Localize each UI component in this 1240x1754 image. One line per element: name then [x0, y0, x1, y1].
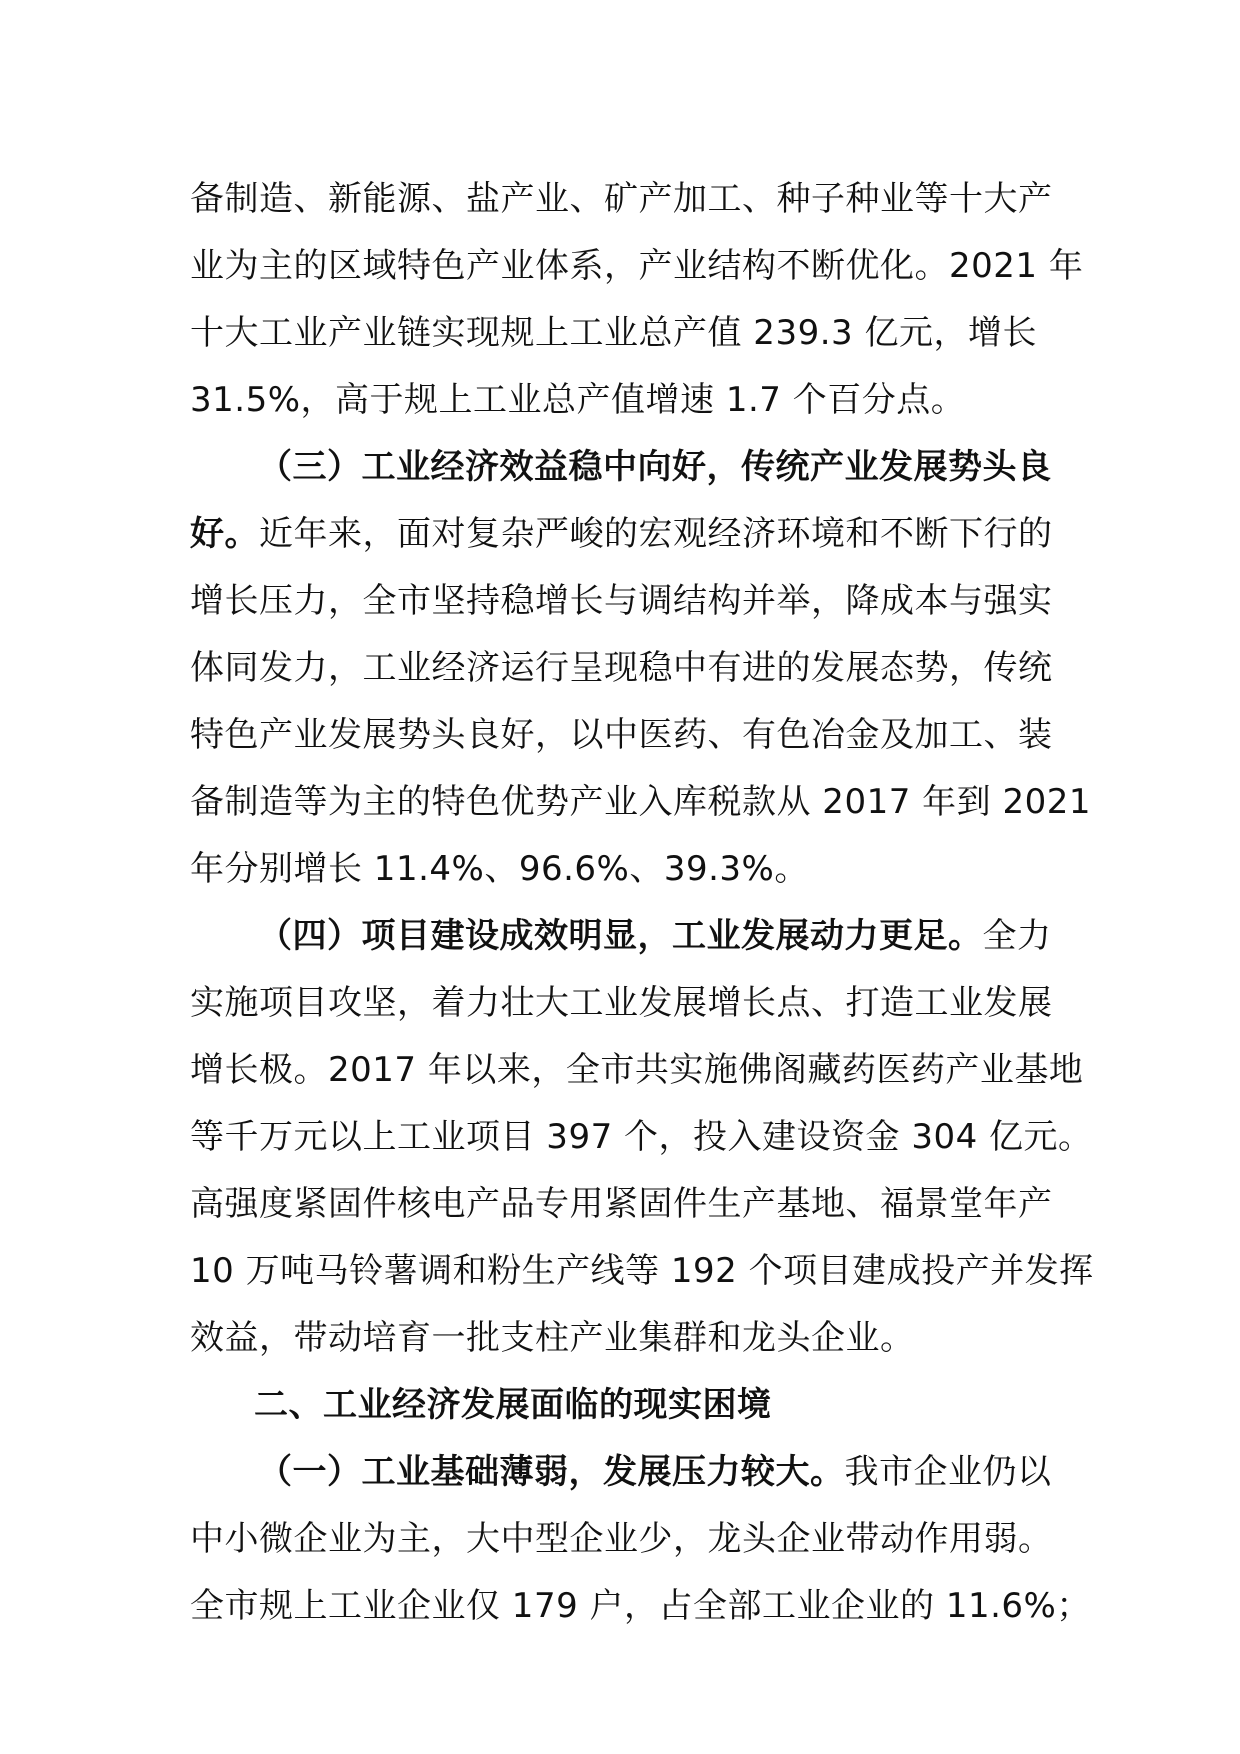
section-2-1-weak-foundation	[190, 1439, 1091, 1640]
text-run: 全力	[982, 916, 1052, 956]
text-line	[190, 1439, 1050, 1506]
text-line: 业为主的区域特色产业体系，产业结构不断优化。2021 年	[190, 246, 1084, 286]
text-line: 全市规上工业企业仅 179 户，占全部工业企业的 11.6%；	[190, 1586, 1091, 1626]
section-4-project-construction	[190, 903, 1094, 1372]
text-line: 10 万吨马铃薯调和粉生产线等 192 个项目建成投产并发挥	[190, 1251, 1094, 1291]
text-line: 增长极。2017 年以来，全市共实施佛阁藏药医药产业基地	[190, 1050, 1084, 1090]
text-line: 中小微企业为主，大中型企业少，龙头企业带动作用弱。	[190, 1519, 1053, 1559]
text-line: 高强度紧固件核电产品专用紧固件生产基地、福景堂年产	[190, 1184, 1053, 1224]
section-heading: （一）工业基础薄弱，发展压力较大。	[258, 1452, 845, 1492]
document-page	[190, 166, 1094, 1640]
text-line: 等千万元以上工业项目 397 个，投入建设资金 304 亿元。	[190, 1117, 1093, 1157]
section-heading-end: 好。	[190, 514, 259, 554]
chapter-2	[190, 1372, 1050, 1439]
text-line: 增长压力，全市坚持稳增长与调结构并举，降成本与强实	[190, 581, 1053, 621]
text-run: 我市企业仍以	[844, 1452, 1052, 1492]
section-heading: （三）工业经济效益稳中向好，传统产业发展势头良	[258, 447, 1052, 487]
text-line: 年分别增长 11.4%、96.6%、39.3%。	[190, 849, 809, 889]
text-line: 体同发力，工业经济运行呈现稳中有进的发展态势，传统	[190, 648, 1053, 688]
text-line	[190, 501, 1053, 568]
text-line	[190, 903, 1050, 970]
text-line: 备制造、新能源、盐产业、矿产加工、种子种业等十大产	[190, 179, 1053, 219]
text-line: 十大工业产业链实现规上工业总产值 239.3 亿元，增长	[190, 313, 1037, 353]
text-line: 备制造等为主的特色优势产业入库税款从 2017 年到 2021	[190, 782, 1091, 822]
text-line: 效益，带动培育一批支柱产业集群和龙头企业。	[190, 1318, 915, 1358]
text-line: 31.5%，高于规上工业总产值增速 1.7 个百分点。	[190, 380, 966, 420]
text-run: 近年来，面对复杂严峻的宏观经济环境和不断下行的	[259, 514, 1053, 554]
text-line: 实施项目攻坚，着力壮大工业发展增长点、打造工业发展	[190, 983, 1053, 1023]
text-line: 特色产业发展势头良好，以中医药、有色冶金及加工、装	[190, 715, 1053, 755]
section-heading: （四）项目建设成效明显，工业发展动力更足。	[258, 916, 983, 956]
chapter-heading: 二、工业经济发展面临的现实困境	[254, 1385, 772, 1425]
paragraph-industry-structure	[190, 166, 1084, 434]
section-3-economic-benefit	[190, 434, 1091, 903]
